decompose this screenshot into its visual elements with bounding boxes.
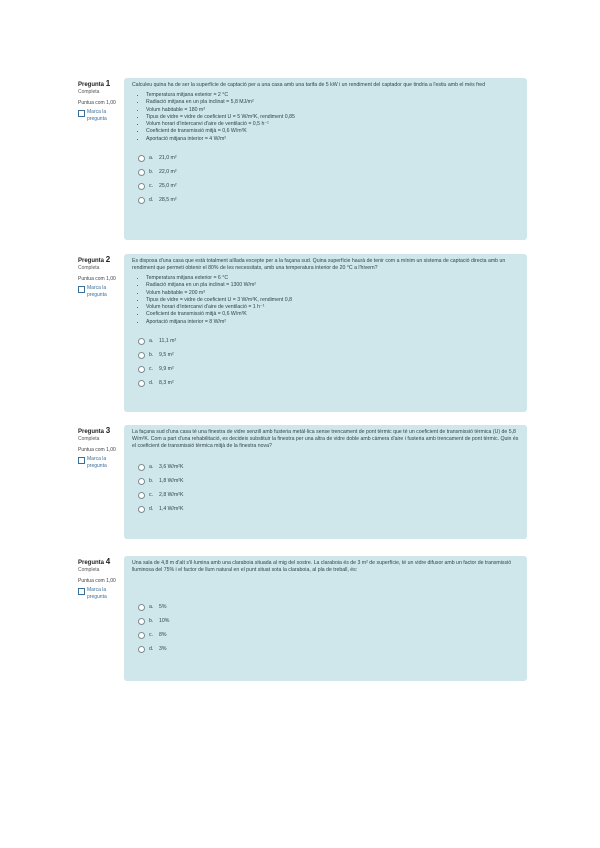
answer-option[interactable]: d. 1,4 W/m²K [138, 502, 519, 516]
answer-option[interactable]: d. 3% [138, 642, 519, 656]
radio-button[interactable] [138, 618, 145, 625]
answer-option[interactable]: b. 10% [138, 614, 519, 628]
question-info [78, 427, 122, 470]
data-item: • Coeficient de transmissió mitjà = 0,6 W/m²K [146, 128, 519, 135]
flag-icon [78, 110, 85, 117]
data-item: • Volum horari d'intercanvi d'aire de ventilació = 1 h⁻¹ [146, 304, 519, 311]
radio-button[interactable] [138, 464, 145, 471]
question-points: Puntua com 1,00 [78, 100, 116, 106]
data-item: • Tipus de vidre = vidre de coeficient U = 3 W/m²K, rendiment 0,8 [146, 297, 519, 304]
data-item: • Volum horari d'intercanvi d'aire de ventilació = 0,5 h⁻¹ [146, 121, 519, 128]
question-info [78, 256, 122, 299]
flag-icon [78, 588, 85, 595]
question-points: Puntua com 1,00 [78, 578, 116, 584]
answer-option[interactable]: c. 9,9 m² [138, 362, 519, 376]
answer-option[interactable]: c. 8% [138, 628, 519, 642]
question-label: Pregunta 4 [78, 557, 111, 566]
data-item: • Radiació mitjana en un pla inclinat = 1300 W/m² [146, 282, 519, 289]
question-box [124, 556, 527, 681]
radio-button[interactable] [138, 197, 145, 204]
answer-option[interactable]: c. 25,0 m² [138, 179, 519, 193]
question-points: Puntua com 1,00 [78, 447, 116, 453]
question-text: Una sala de 4,8 m d'alt s'il·lumina amb una claraboia situada al mig del sostre. La claraboia és de 3 m² de superfície, té un vidre difusor amb un factor de transmissió lluminosa del 75% i el factor de llum natural en el punt situat sota la claraboia, al pla de treball, és: [132, 560, 512, 573]
flag-icon [78, 286, 85, 293]
flag-question-link[interactable]: Marca la pregunta [78, 109, 122, 123]
answer-option[interactable]: a. 3,6 W/m²K [138, 460, 519, 474]
question-state: Completa [78, 436, 100, 442]
data-item: • Volum habitable = 180 m³ [146, 107, 519, 114]
question-text: Calculeu quina ha de ser la superfície de captació per a una casa amb una tarifa de 5 kW i un rendiment del captador que tindria a l'estiu amb el més fred [132, 82, 486, 88]
data-item: • Coeficient de transmissió mitjà = 0,6 W/m²K [146, 311, 519, 318]
data-item: • Volum habitable = 200 m³ [146, 290, 519, 297]
question-box [124, 425, 527, 539]
answer-option[interactable]: b. 22,0 m² [138, 165, 519, 179]
answer-options [138, 334, 519, 390]
radio-button[interactable] [138, 478, 145, 485]
question-state: Completa [78, 265, 100, 271]
answer-options [138, 151, 519, 207]
answer-option[interactable]: c. 2,8 W/m²K [138, 488, 519, 502]
radio-button[interactable] [138, 338, 145, 345]
question-text: La façana sud d'una casa té una finestra de vidre senzill amb fusteria metàl·lica sense trencament de pont tèrmic que té un coeficient de transmissió tèrmica (U) de 5,8 W/m²K. Com a part d'una rehabilitació, es decideix substituir la finestra per una altra de vidre doble amb càmera d'aire i fusteria amb trencament de pont tèrmic. Quin és el coeficient de transmissió tèrmica mitjà de la finestra nova? [132, 429, 519, 449]
data-item: • Aportació mitjana interior = 8 W/m² [146, 319, 519, 326]
answer-options [138, 600, 519, 656]
question-state: Completa [78, 89, 100, 95]
answer-option[interactable]: d. 8,3 m² [138, 376, 519, 390]
data-item: • Temperatura mitjana exterior = 6 °C [146, 275, 519, 282]
question-info [78, 80, 122, 123]
answer-option[interactable]: a. 11,1 m² [138, 334, 519, 348]
question-info [78, 558, 122, 601]
answer-options [138, 460, 519, 516]
radio-button[interactable] [138, 155, 145, 162]
data-item: • Tipus de vidre = vidre de coeficient U = 5 W/m²K, rendiment 0,85 [146, 114, 519, 121]
question-label: Pregunta 2 [78, 255, 111, 264]
radio-button[interactable] [138, 646, 145, 653]
data-list [132, 92, 519, 143]
radio-button[interactable] [138, 604, 145, 611]
data-item: • Aportació mitjana interior = 4 W/m² [146, 136, 519, 143]
radio-button[interactable] [138, 506, 145, 513]
radio-button[interactable] [138, 352, 145, 359]
radio-button[interactable] [138, 183, 145, 190]
answer-option[interactable]: b. 1,8 W/m²K [138, 474, 519, 488]
radio-button[interactable] [138, 169, 145, 176]
answer-option[interactable]: a. 21,0 m² [138, 151, 519, 165]
flag-question-link[interactable]: Marca la pregunta [78, 285, 122, 299]
question-label: Pregunta 3 [78, 426, 111, 435]
data-item: • Radiació mitjana en un pla inclinat = 5,8 MJ/m² [146, 99, 519, 106]
flag-icon [78, 457, 85, 464]
radio-button[interactable] [138, 632, 145, 639]
question-points: Puntua com 1,00 [78, 276, 116, 282]
radio-button[interactable] [138, 380, 145, 387]
flag-question-link[interactable]: Marca la pregunta [78, 587, 122, 601]
question-label: Pregunta 1 [78, 79, 111, 88]
flag-question-link[interactable]: Marca la pregunta [78, 456, 122, 470]
data-item: • Temperatura mitjana exterior = 2 °C [146, 92, 519, 99]
question-box [124, 78, 527, 240]
question-state: Completa [78, 567, 100, 573]
answer-option[interactable]: b. 9,5 m² [138, 348, 519, 362]
radio-button[interactable] [138, 366, 145, 373]
question-box [124, 254, 527, 412]
radio-button[interactable] [138, 492, 145, 499]
question-text: Es disposa d'una casa que està totalment aïllada excepte per a la façana sud. Quina superfície haurà de tenir com a mínim un sistema de captació directa amb un rendiment que permeti obtenir el 80% de les necessitats, amb una temperatura interior de 20 °C a l'hivern? [132, 258, 506, 271]
answer-option[interactable]: a. 5% [138, 600, 519, 614]
data-list [132, 275, 519, 326]
answer-option[interactable]: d. 28,5 m² [138, 193, 519, 207]
